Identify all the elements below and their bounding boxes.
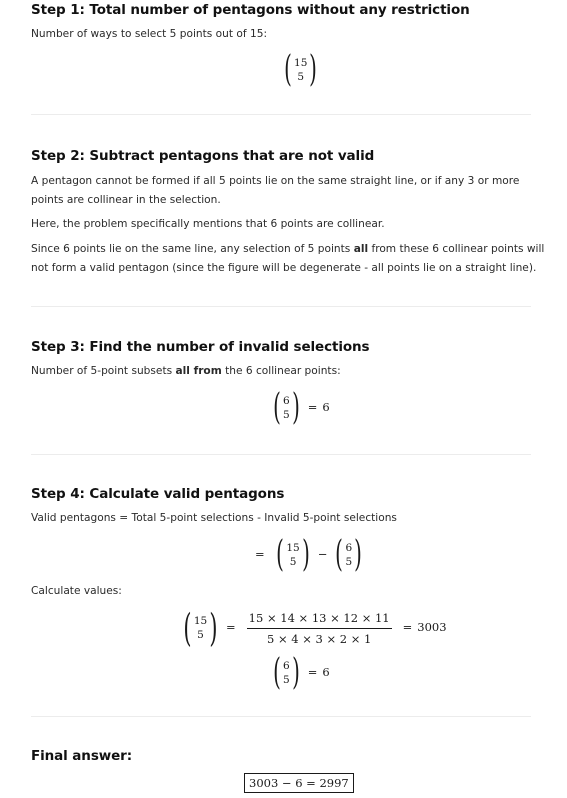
divider: [31, 716, 531, 717]
binom-top: 15: [193, 614, 208, 627]
calc-result-1: 3003: [417, 620, 447, 634]
divider: [31, 114, 531, 115]
step3-heading: Step 3: Find the number of invalid selections: [31, 339, 370, 355]
binom-top: 15: [294, 56, 308, 69]
binom-top: 6: [345, 541, 353, 554]
binom-bottom: 5: [283, 409, 290, 421]
step2-paragraph-3: [31, 240, 551, 278]
calculate-label: Calculate values:: [31, 585, 122, 597]
fraction: [247, 611, 392, 646]
step2-p3-part-a: Since 6 points lie on the same line, any selection of 5 points: [31, 243, 354, 255]
final-heading: Final answer:: [31, 748, 133, 764]
calc-equation-1: ( 15 5 ) = $\frac{15 \times 14 \times 13 \times 12 \times 11}{5 \times 4 \times 3 \times 2 \times 1}$ = 3003: [183, 606, 447, 650]
step2-heading-prefix: Step 2: Subtract pentagons that are: [31, 148, 309, 164]
step3-result: 6: [322, 400, 330, 414]
step2-p3-part-b: from these 6 collinear points will not form a valid pentagon (since the figure will be degenerate - all points lie on a straight line).: [31, 243, 545, 274]
binom-bottom: 5: [197, 629, 204, 641]
binom-bottom: 5: [297, 71, 305, 83]
step2-heading: [31, 148, 374, 164]
step2-paragraph-2: Here, the problem specifically mentions that 6 points are collinear.: [31, 218, 385, 230]
binom-bottom: 5: [283, 674, 290, 686]
minus-sign: −: [317, 547, 328, 561]
step2-heading-bold: not valid: [308, 148, 375, 164]
fraction-numerator: 15 × 14 × 13 × 12 × 11: [247, 611, 392, 629]
step4-equation: = ( 15 5 ) − ( 6 5 ): [255, 534, 363, 575]
binom-top: 15: [286, 541, 300, 554]
divider: [31, 454, 531, 455]
final-answer: [244, 776, 354, 790]
step2-p3-bold: all: [353, 243, 369, 255]
step3-equation: ( 6 5 ) = 6: [273, 387, 330, 428]
binom-bottom: 5: [289, 556, 297, 568]
step1-heading: Step 1: Total number of pentagons without any restriction: [31, 2, 470, 18]
calc-result-2: 6: [322, 665, 330, 679]
binom-top: 6: [283, 394, 290, 407]
calc-equation-2: ( 6 5 ) = 6: [273, 652, 330, 693]
equals-sign: =: [307, 400, 318, 414]
step2-paragraph-1: A pentagon cannot be formed if all 5 points lie on the same straight line, or if any 3 or more points are collinear in the selection.: [31, 175, 520, 206]
step1-binomial: ( 15 5 ): [284, 49, 318, 90]
divider: [31, 306, 531, 307]
binom-bottom: 5: [345, 556, 353, 568]
equals-sign: =: [255, 547, 265, 561]
step3-text: [31, 362, 551, 381]
final-answer-box: 3003 − 6 = 2997: [244, 773, 354, 793]
binom-top: 6: [283, 659, 290, 672]
fraction-denominator: 5 × 4 × 3 × 2 × 1: [266, 631, 372, 646]
step4-text: Valid pentagons = Total 5-point selections - Invalid 5-point selections: [31, 512, 397, 524]
step3-text-part-a: Number of 5-point subsets: [31, 365, 176, 377]
step3-text-bold: all from: [175, 365, 222, 377]
step3-text-part-b: the 6 collinear points:: [221, 365, 341, 377]
step1-text: Number of ways to select 5 points out of 15:: [31, 28, 268, 40]
step4-heading: Step 4: Calculate valid pentagons: [31, 486, 285, 502]
